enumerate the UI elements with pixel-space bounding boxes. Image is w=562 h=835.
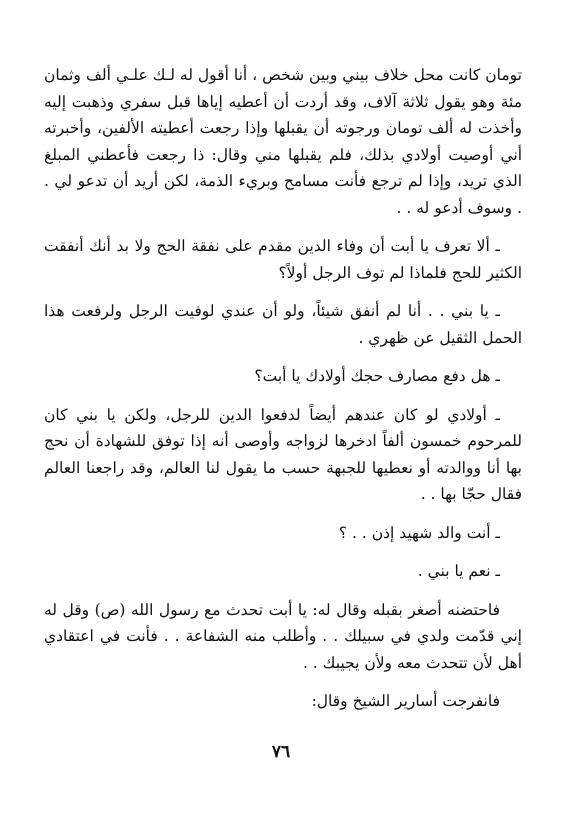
- page-body: [44, 62, 522, 715]
- paragraph-question-expenses: ـ هل دفع مصارف حجك أولادك يا أبت؟: [254, 367, 500, 385]
- paragraph-embrace: فاحتضنه أصغر بقبله وقال له: يا أبت تحدث مع رسول الله (ص) وقل له إني قدّمت ولدي في سبيلك . . وأطلب منه الشفاعة . . فأنت في اعتقادي أهل لأن تتحدث معه ولأن يجيبك . .: [44, 600, 522, 672]
- paragraph-question-martyr-father: ـ أنت والد شهيد إذن . . ؟: [338, 523, 500, 542]
- paragraph-sheikh-reply: فانفرجت أسارير الشيخ وقال:: [311, 692, 500, 710]
- paragraph-answer-spent-nothing: ـ يا بني . . أنا لم أنفق شيئاً، ولو أن عندي لوفيت الرجل ولرفعت هذا الحمل الثقيل عن ظهري .: [44, 302, 522, 347]
- paragraph-question-debt: ـ ألا تعرف يا أبت أن وفاء الدين مقدم على نفقة الحج ولا بد أنك أنفقت الكثير للحج فلماذا لم توف الرجل أولاً؟: [44, 237, 522, 282]
- paragraph-answer-yes: ـ نعم يا بني .: [417, 562, 500, 580]
- page-number: ٧٦: [271, 742, 291, 762]
- paragraph-debt-story: تومان كانت محل خلاف بيني وبين شخص ، أنا أقول له لـك علـي ألف وثمان مئة وهو يقول ثلاثة آلاف، وقد أردت أن أعطيه إياها قبل سفري وذهبت إليه وأخذت له ألف تومان ورجوته أن يقبلها وإذا رجعت أعطيته الألفين، وأخبرته أني أوصيت أولادي بذلك، فلم يقبلها مني وقال: ذا رجعت فأعطني المبلغ الذي تريد، وإذا لم ترجع فأنت مسامح وبريء الذمة، لكن أريد أن تدعو لي . . وسوف أدعو له . .: [44, 66, 522, 217]
- paragraph-answer-martyr-money: ـ أولادي لو كان عندهم أيضاً لدفعوا الدين للرجل، ولكن يا بني كان للمرحوم خمسون ألفاً ادخرها لزواجه وأوصى أنه إذا توفق للشهادة أن نحج بها أنا ووالدته أو نعطيها للجبهة حسب ما يقول لنا العالم، وقد راجعنا العالم فقال حجّا بها . .: [44, 405, 522, 503]
